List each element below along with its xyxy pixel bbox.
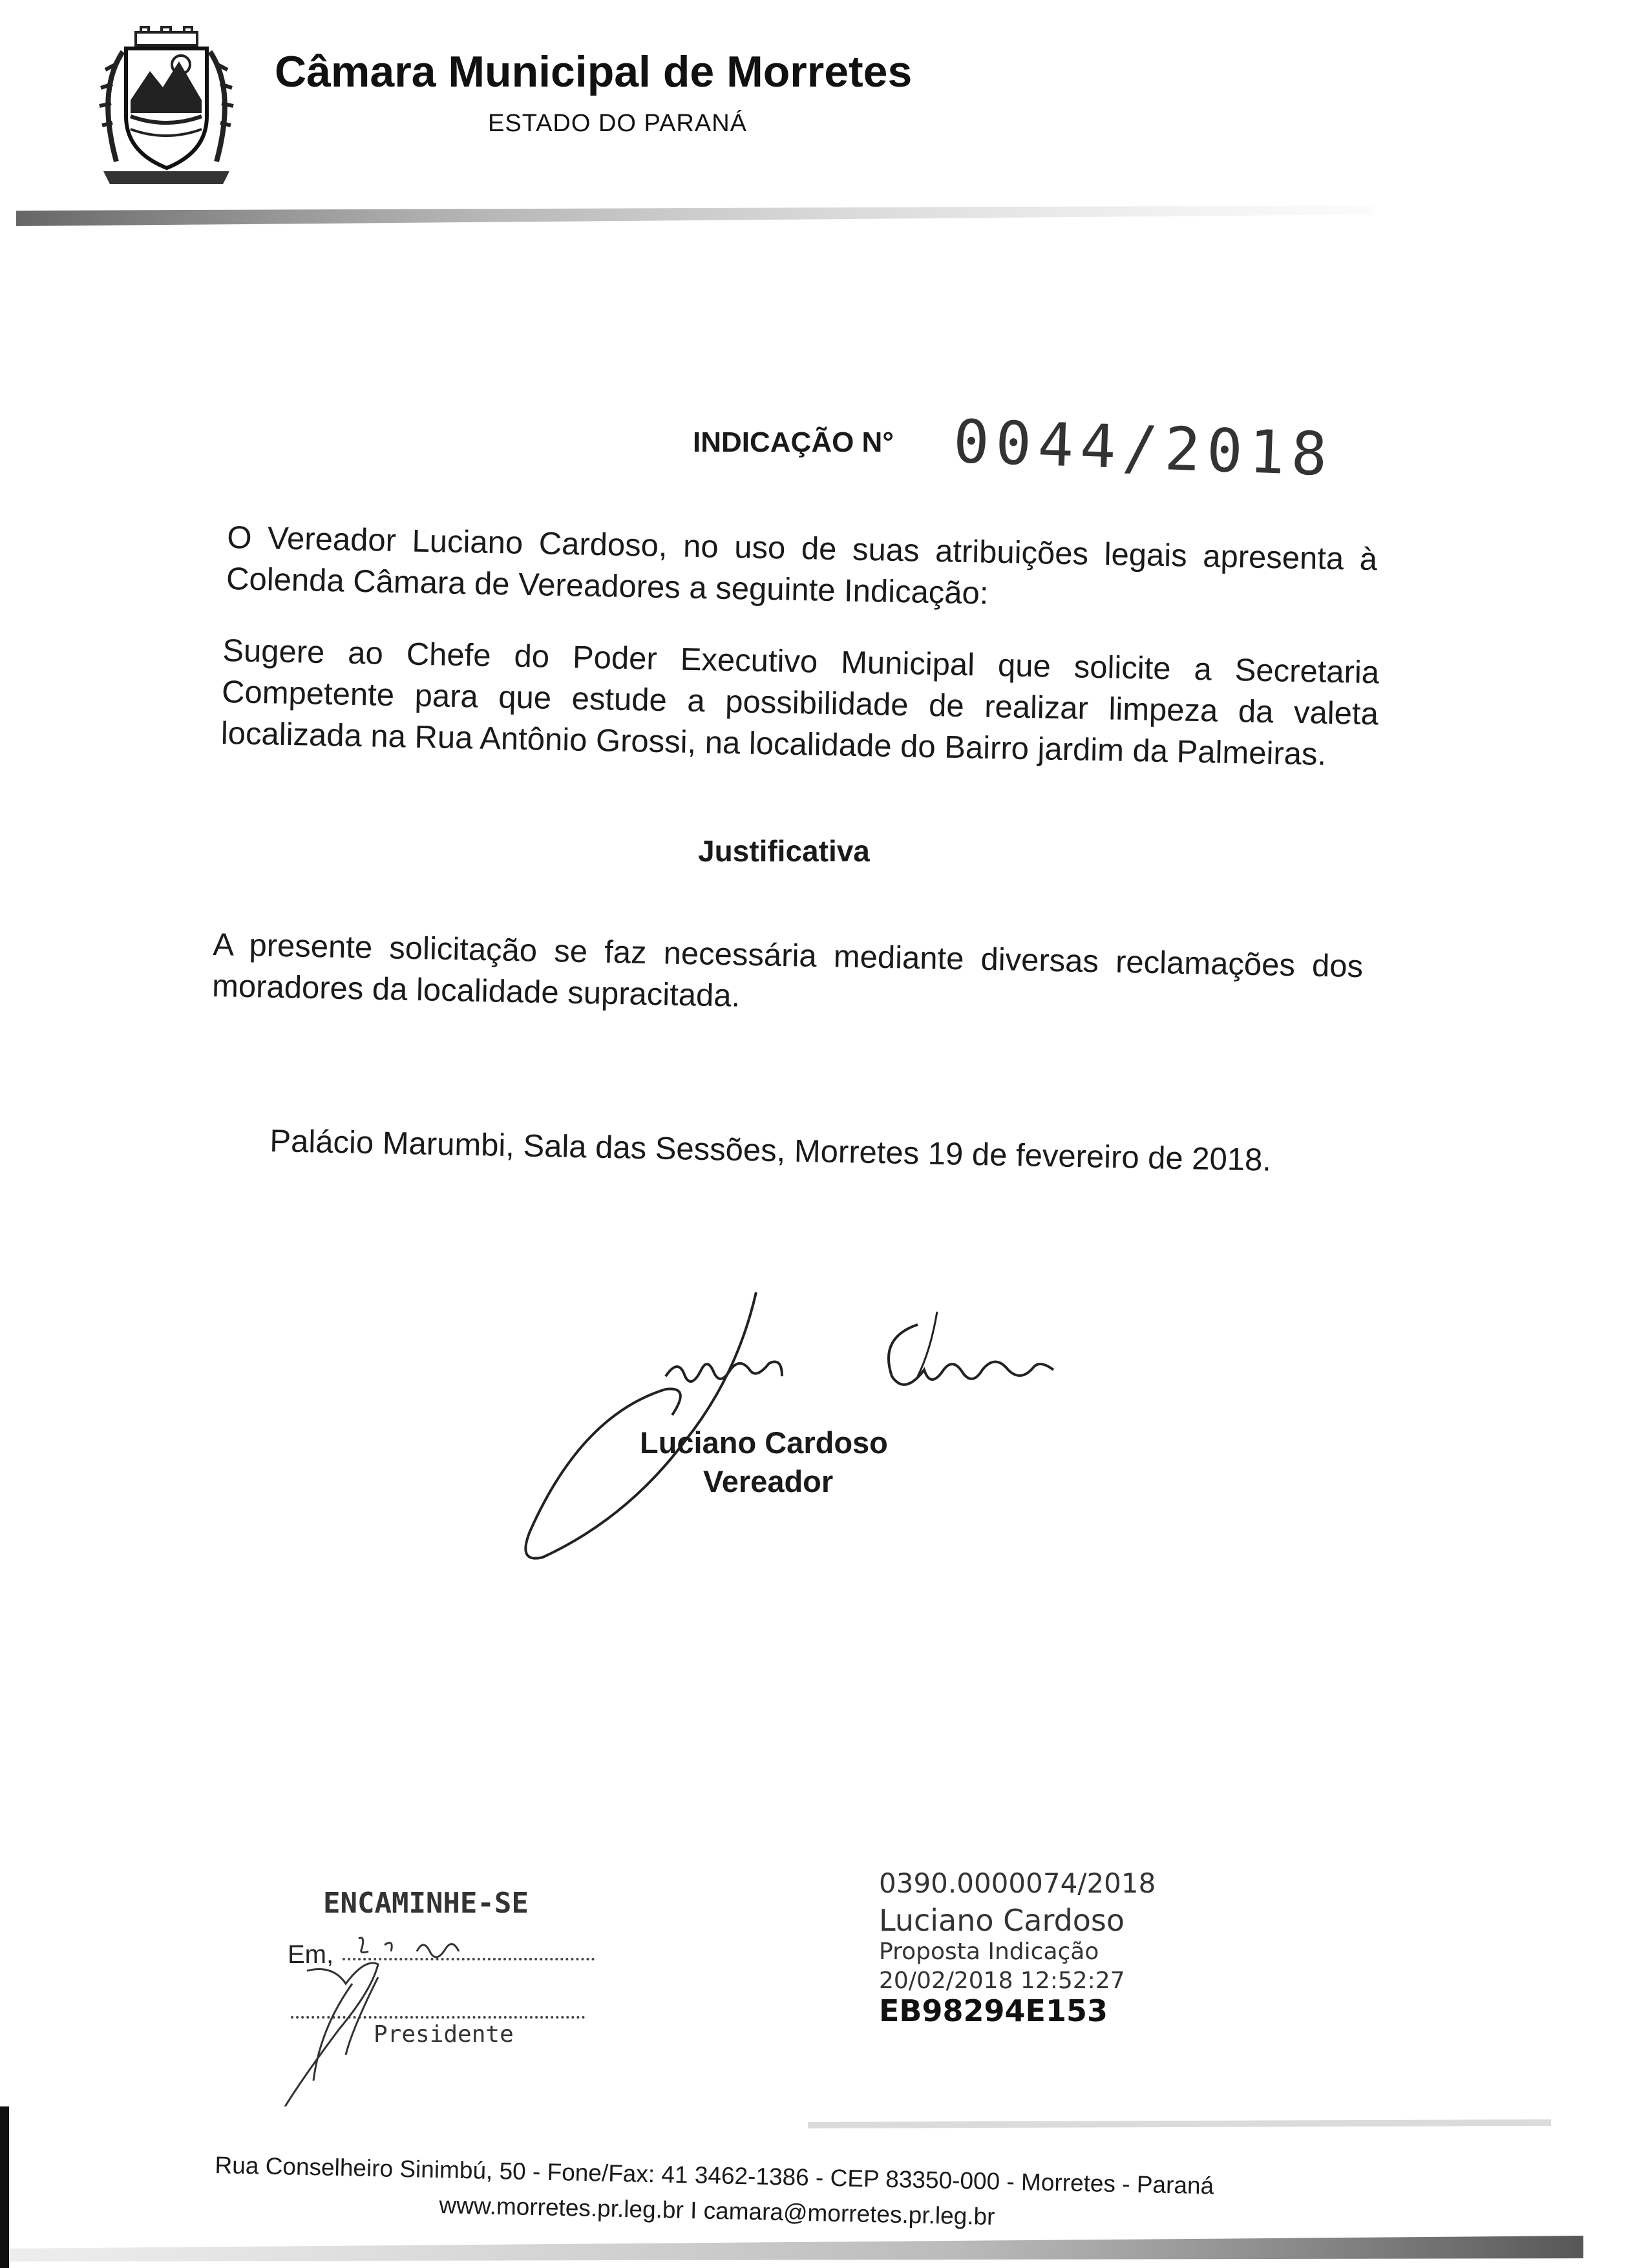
protocol-type: Proposta Indicação bbox=[879, 1938, 1099, 1965]
protocol-number: 0390.0000074/2018 bbox=[879, 1867, 1156, 1899]
indicacao-number: 0044/2018 bbox=[952, 406, 1335, 490]
footer-web-contact: www.morretes.pr.leg.br I camara@morretes.pr.leg.br bbox=[439, 2192, 995, 2231]
scan-edge-mark bbox=[0, 2106, 9, 2268]
place-date: Palácio Marumbi, Sala das Sessões, Morretes 19 de fevereiro de 2018. bbox=[269, 1123, 1272, 1178]
signer-role: Vereador bbox=[703, 1464, 834, 1498]
protocol-code: EB98294E153 bbox=[879, 1993, 1108, 2028]
protocol-author: Luciano Cardoso bbox=[879, 1903, 1125, 1938]
stamp-signer: Presidente bbox=[374, 2021, 514, 2048]
indicacao-label: INDICAÇÃO N° bbox=[693, 426, 894, 458]
signer-name: Luciano Cardoso bbox=[640, 1425, 888, 1460]
protocol-datetime: 20/02/2018 12:52:27 bbox=[879, 1968, 1125, 1994]
institution-subtitle: ESTADO DO PARANÁ bbox=[488, 110, 747, 137]
footer-rule-top bbox=[808, 2118, 1551, 2131]
institution-title: Câmara Municipal de Morretes bbox=[275, 47, 913, 96]
stamp-date-label: Em, bbox=[288, 1940, 334, 1969]
president-rubric bbox=[255, 1932, 617, 2106]
header-rule bbox=[16, 205, 1373, 229]
suggestion-paragraph: Sugere ao Chefe do Poder Executivo Municipal que solicite a Secretaria Competente para que estude a possibilidade de realizar limpeza da valeta localizada na Rua Antônio Grossi, na localidade do Bairro jardim da Palmeiras. bbox=[220, 633, 1380, 772]
justification-paragraph: A presente solicitação se faz necessária mediante diversas reclamações dos moradores da localidade supracitada. bbox=[211, 927, 1364, 1014]
municipal-crest-icon bbox=[90, 26, 242, 194]
stamp-title: ENCAMINHE-SE bbox=[323, 1887, 529, 1920]
footer-rule-bottom bbox=[0, 2229, 1583, 2262]
footer-address: Rua Conselheiro Sinimbú, 50 - Fone/Fax: 41 3462-1386 - CEP 83350-000 - Morretes - Paraná bbox=[215, 2152, 1214, 2200]
intro-paragraph: O Vereador Luciano Cardoso, no uso de suas atribuições legais apresenta à Colenda Câmara de Vereadores a seguinte Indicação: bbox=[226, 520, 1378, 611]
justification-heading: Justificativa bbox=[698, 834, 870, 868]
